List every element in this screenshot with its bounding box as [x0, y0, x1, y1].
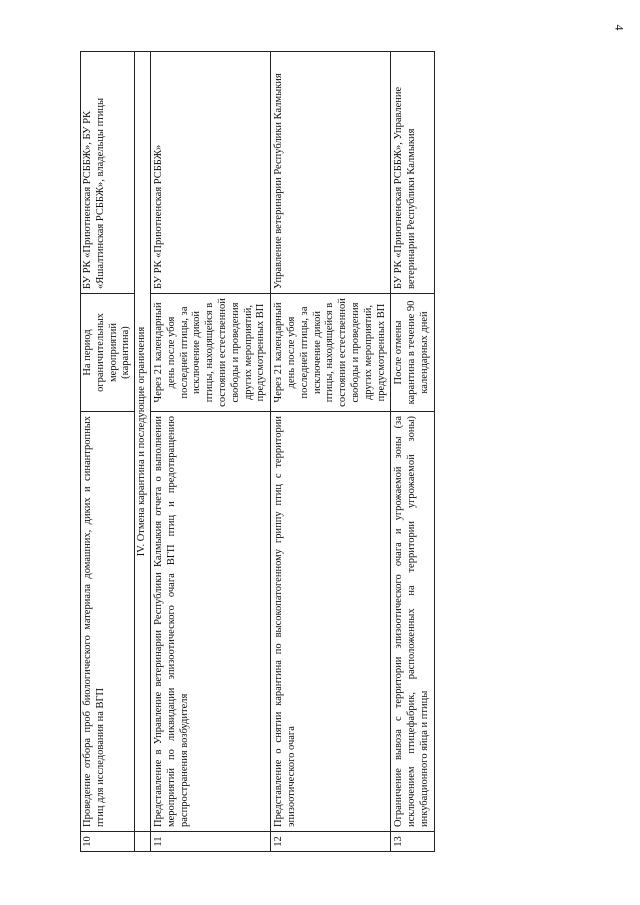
table-row	[150, 52, 270, 852]
table-row	[271, 52, 391, 852]
row-responsible: БУ РК «Приютненская РСББЖ»	[150, 52, 270, 294]
table-row	[81, 52, 135, 852]
row-term: Через 21 календарный день после убоя последней птицы, за исключение дикой птицы, находящейся в состоянии естественной свободы и проведения других мероприятий, предусмотренных ВП	[150, 294, 270, 412]
row-responsible: БУ РК «Приютненская РСББЖ», Управление ветеринарии Республики Калмыкия	[391, 52, 434, 294]
row-number: 10	[81, 832, 135, 852]
row-term: Через 21 календарный день после убоя последней птицы, за исключение дикой птицы, находящейся в состоянии естественной свободы и проведения других мероприятий, предусмотренных ВП	[271, 294, 391, 412]
row-action: Представление о снятии карантина по высокопатогенному гриппу птиц с территории эпизоотического очага	[271, 412, 391, 832]
row-responsible: БУ РК «Приютненская РСББЖ», БУ РК «Яшалтинская РСББЖ», владельцы птицы	[81, 52, 135, 294]
activities-table	[80, 51, 435, 852]
page-number: 4	[612, 24, 627, 31]
row-action: Проведение отбора проб биологического материала домашних, диких и синантропных птиц для исследования на ВГП	[81, 412, 135, 832]
row-number: 11	[150, 832, 270, 852]
row-number: 12	[271, 832, 391, 852]
table-row	[391, 52, 434, 852]
row-action: Ограничение вывоза с территории эпизоотического очага и угрожаемой зоны (за исключением птицефабрик, расположенных на территории угрожаемой зоны) инкубационного яйца и птицы	[391, 412, 434, 832]
section-title: IV. Отмена карантина и последующие ограничения	[135, 52, 151, 832]
row-responsible: Управление ветеринарии Республики Калмыкия	[271, 52, 391, 294]
row-action: Представление в Управление ветеринарии Республики Калмыкия отчета о выполнении мероприятий по ликвидации эпизоотического очага ВГП птиц и предотвращению распространения возбудителя	[150, 412, 270, 832]
section-row	[135, 52, 151, 852]
row-term: После отмены карантина в течение 90 календарных дней	[391, 294, 434, 412]
row-term: На период ограничительных мероприятий (карантина)	[81, 294, 135, 412]
rotated-document-sheet	[80, 52, 460, 852]
row-number: 13	[391, 832, 434, 852]
